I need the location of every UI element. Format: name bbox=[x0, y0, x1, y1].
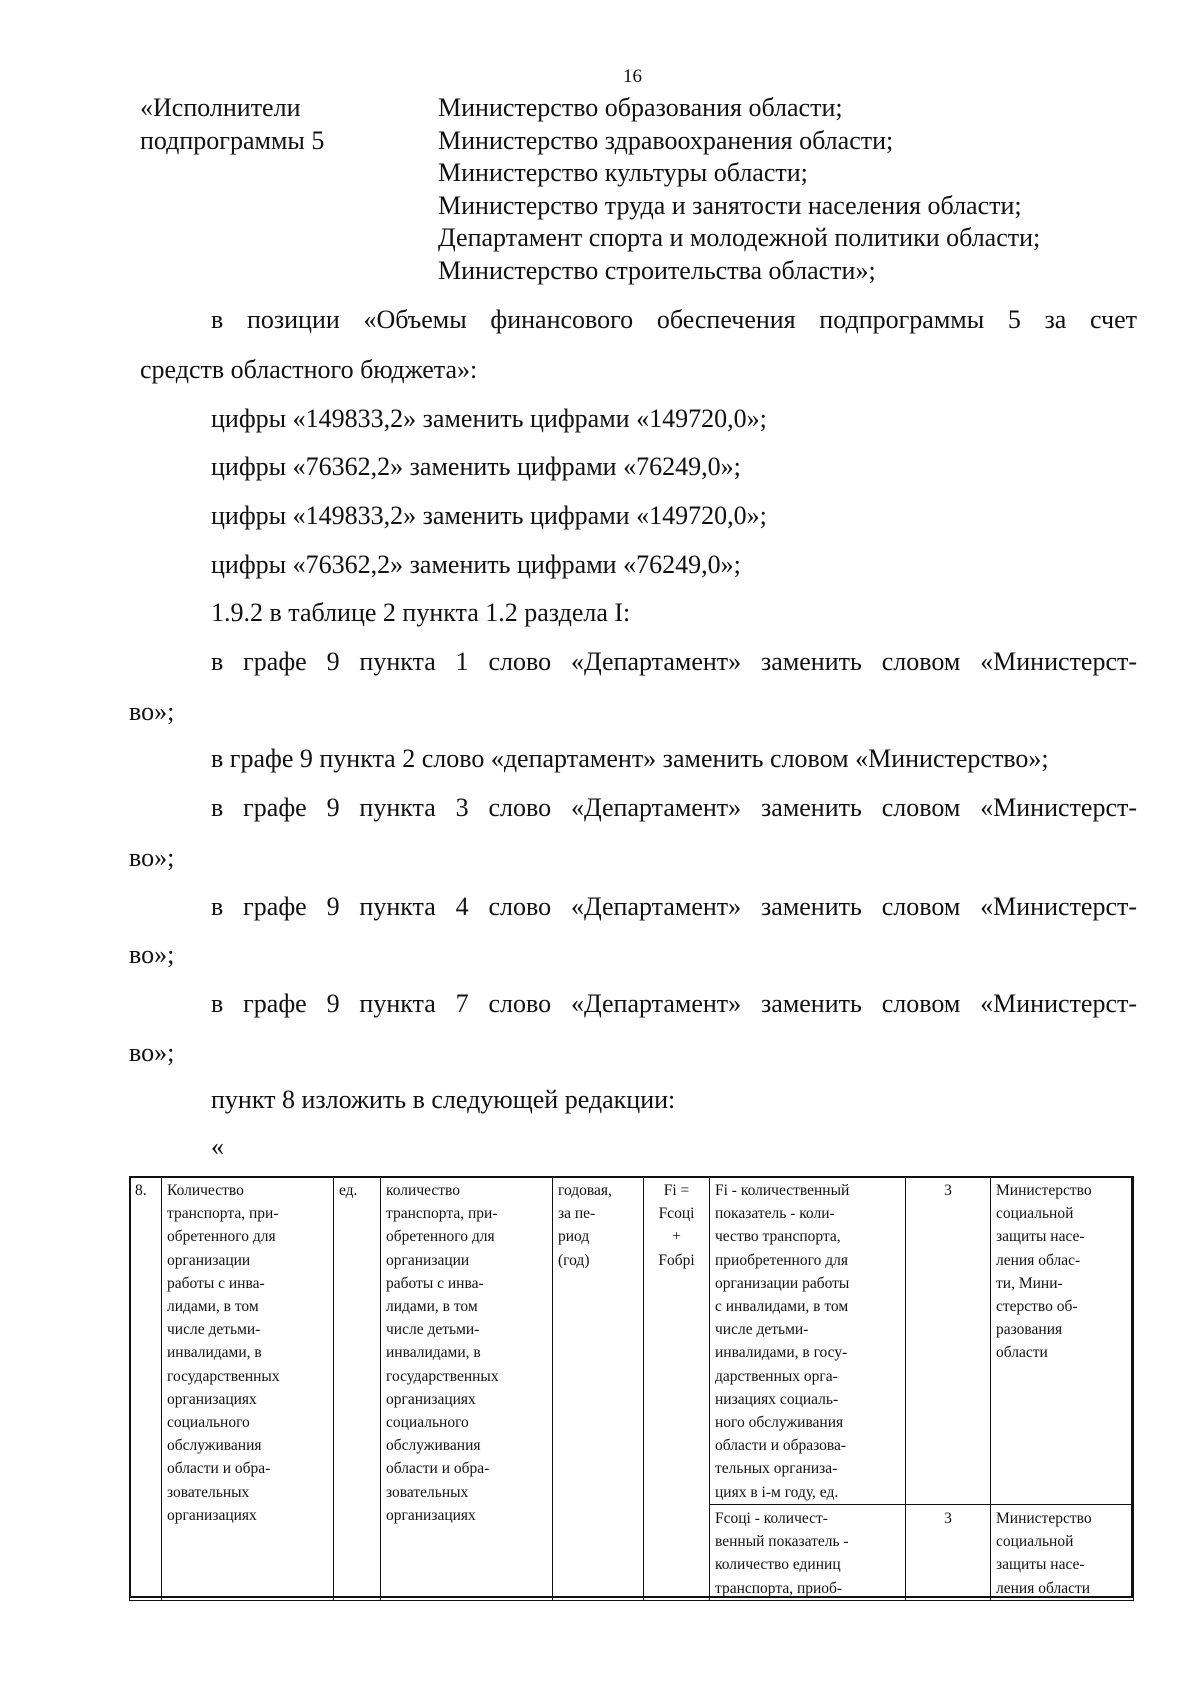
executor-item: Министерство здравоохранения области; bbox=[438, 125, 894, 155]
executors-label bbox=[140, 92, 440, 157]
unit-cell: ед. bbox=[334, 1177, 381, 1601]
executors-label-line: «Исполнители bbox=[140, 93, 301, 122]
row-number: 8. bbox=[130, 1177, 162, 1601]
paragraph-line: в графе 9 пункта 4 слово «Департамент» заменить словом «Министерст- bbox=[211, 892, 1137, 921]
paragraph-line: во»; bbox=[129, 697, 175, 726]
replacement-line: цифры «149833,2» заменить цифрами «149720,0»; bbox=[211, 404, 767, 433]
indicator-table bbox=[129, 1176, 1134, 1601]
replacement-line: цифры «76362,2» заменить цифрами «76249,0»; bbox=[211, 550, 741, 579]
paragraph-line: средств областного бюджета»: bbox=[140, 355, 478, 384]
paragraph-line: пункт 8 изложить в следующей редакции: bbox=[211, 1085, 676, 1114]
paragraph-line: в графе 9 пункта 2 слово «департамент» заменить словом «Министерство»; bbox=[211, 744, 1049, 773]
paragraph-line: в графе 9 пункта 1 слово «Департамент» заменить словом «Министерст- bbox=[211, 647, 1137, 676]
paragraph-line: в позиции «Объемы финансового обеспечения подпрограммы 5 за счет bbox=[211, 305, 1137, 334]
indicator-name: Количество транспорта, при- обретенного для организации работы с инва- лидами, в том числе детьми- инвалидами, в государственных организациях социального обслуживания области и обра- зовательных организациях bbox=[162, 1177, 334, 1601]
table-row bbox=[130, 1177, 1134, 1505]
formula-cell: Fi = Fсоці + Fобрі bbox=[644, 1177, 710, 1601]
executor-item: Министерство культуры области; bbox=[438, 158, 808, 187]
responsible-cell: Министерство социальной защиты насе- ления области bbox=[991, 1505, 1134, 1601]
collection-method-cell: 3 bbox=[906, 1505, 991, 1601]
periodicity-cell: годовая, за пе- риод (год) bbox=[553, 1177, 644, 1601]
executor-item: Департамент спорта и молодежной политики области; bbox=[438, 223, 1041, 252]
paragraph-line: во»; bbox=[129, 843, 175, 872]
replacement-line: цифры «76362,2» заменить цифрами «76249,0»; bbox=[211, 452, 741, 481]
open-quote: « bbox=[211, 1132, 224, 1161]
responsible-cell: Министерство социальной защиты насе- ления облас- ти, Мини- стерство об- разования области bbox=[991, 1177, 1134, 1505]
paragraph-line: в графе 9 пункта 3 слово «Департамент» заменить словом «Министерст- bbox=[211, 793, 1137, 822]
executor-item: Министерство строительства области»; bbox=[438, 255, 876, 285]
base-indicator-cell: Fсоці - количест- венный показатель - количество единиц транспорта, приоб- bbox=[710, 1505, 906, 1601]
indicator-definition: количество транспорта, при- обретенного для организации работы с инва- лидами, в том числе детьми- инвалидами, в государственных организациях социального обслуживания области и обра- зовательных организациях bbox=[381, 1177, 553, 1601]
executor-item: Министерство труда и занятости населения области; bbox=[438, 190, 1022, 220]
paragraph-line: во»; bbox=[129, 1038, 175, 1067]
executors-list bbox=[438, 92, 1158, 287]
page-number: 16 bbox=[623, 66, 642, 87]
base-indicator-cell: Fi - количественный показатель - коли- чество транспорта, приобретенного для организации работы с инвалидами, в том числе детьми- инвалидами, в госу- дарственных орга- низациях социаль- ного обслуживания области и образова- тельных организа- циях в i-м году, ед. bbox=[710, 1177, 906, 1505]
collection-method-cell: 3 bbox=[906, 1177, 991, 1505]
executors-label-line: подпрограммы 5 bbox=[140, 125, 325, 155]
executor-item: Министерство образования области; bbox=[438, 93, 843, 122]
paragraph-line: в графе 9 пункта 7 слово «Департамент» заменить словом «Министерст- bbox=[211, 989, 1137, 1018]
replacement-line: цифры «149833,2» заменить цифрами «149720,0»; bbox=[211, 501, 767, 530]
section-heading: 1.9.2 в таблице 2 пункта 1.2 раздела I: bbox=[211, 598, 631, 627]
paragraph-line: во»; bbox=[129, 940, 175, 969]
